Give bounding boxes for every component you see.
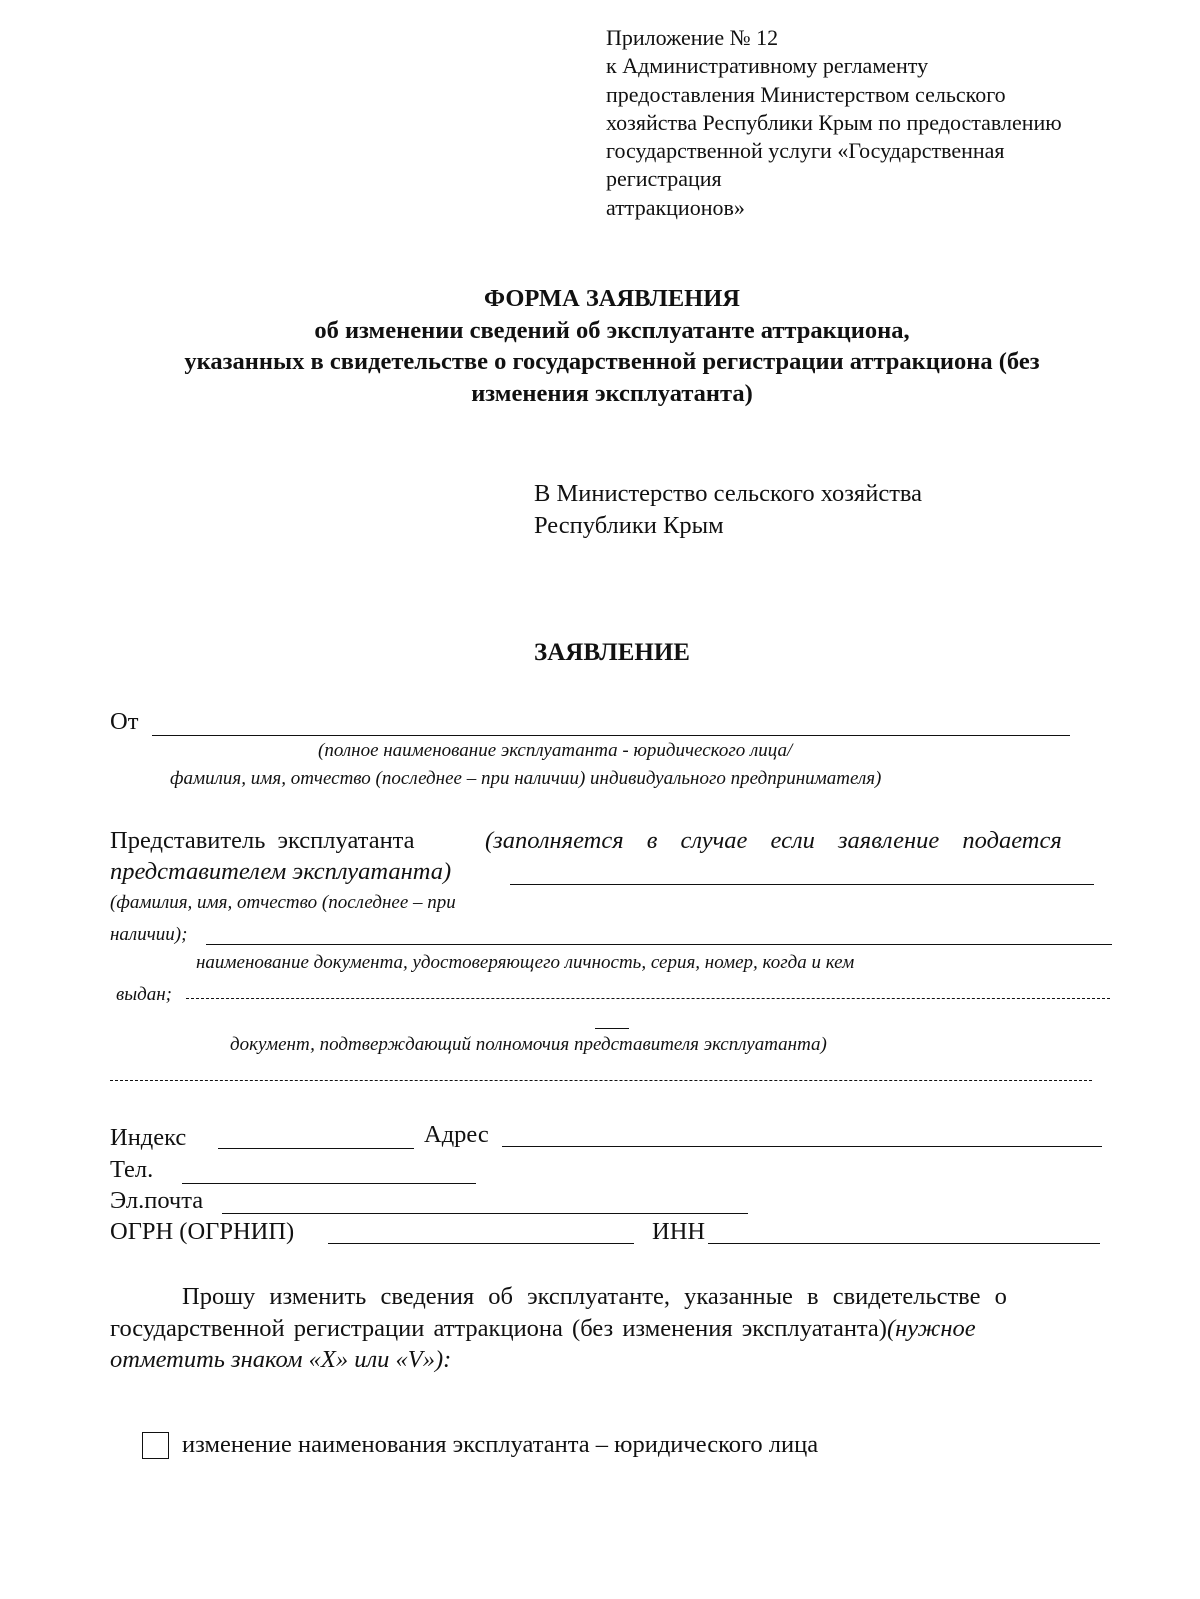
email-field[interactable] (222, 1213, 748, 1214)
address-label: Адрес (424, 1121, 489, 1148)
form-title-line: изменения эксплуатанта) (471, 379, 753, 407)
appendix-line: Приложение № 12 (606, 25, 779, 50)
representative-note: представителем эксплуатанта) (110, 858, 452, 885)
request-text (110, 1315, 976, 1343)
from-hint: (полное наименование эксплуатанта - юридического лица/ (318, 740, 793, 761)
short-rule (595, 1028, 629, 1029)
appendix-line: аттракционов» (606, 194, 745, 220)
index-label: Индекс (110, 1124, 187, 1151)
representative-fio-hint: (фамилия, имя, отчество (последнее – при (110, 892, 456, 913)
addressee-line: В Министерство сельского хозяйства (534, 480, 923, 507)
form-title-line: ФОРМА ЗАЯВЛЕНИЯ (484, 285, 740, 312)
representative-fio-hint: наличии); (110, 924, 188, 945)
addressee-line: Республики Крым (534, 511, 724, 539)
representative-fio-field[interactable] (206, 944, 1112, 945)
representative-label: Представитель эксплуатанта (110, 827, 415, 854)
inn-field[interactable] (708, 1243, 1100, 1244)
statement-heading: ЗАЯВЛЕНИЕ (534, 639, 690, 666)
request-text: Прошу изменить сведения об эксплуатанте, указанные в свидетельстве о (182, 1283, 1007, 1310)
address-field[interactable] (502, 1146, 1102, 1147)
form-title (0, 283, 1200, 409)
from-hint: фамилия, имя, отчество (последнее – при наличии) индивидуального предпринимателя) (170, 768, 882, 789)
appendix-line: государственной услуги «Государственная (606, 138, 1005, 164)
identity-doc-field[interactable] (186, 998, 1110, 999)
addressee-block (534, 478, 922, 541)
representative-field[interactable] (510, 884, 1094, 885)
phone-field[interactable] (182, 1183, 476, 1184)
from-field[interactable] (152, 735, 1070, 736)
appendix-line: регистрация (606, 166, 722, 192)
appendix-line: к Административному регламенту (606, 53, 929, 79)
option-checkbox[interactable] (142, 1432, 169, 1459)
form-title-line: об изменении сведений об эксплуатанте аттракциона, (314, 316, 910, 344)
option-label: изменение наименования эксплуатанта – юридического лица (182, 1431, 819, 1458)
ogrn-field[interactable] (328, 1243, 634, 1244)
request-instruction: отметить знаком «X» или «V»): (110, 1346, 452, 1373)
representative-note: (заполняется в случае если заявление подается (485, 827, 1062, 854)
identity-doc-hint: наименование документа, удостоверяющего личность, серия, номер, когда и кем (196, 952, 855, 973)
request-text-plain: государственной регистрации аттракциона (без изменения эксплуатанта) (110, 1315, 887, 1342)
ogrn-label: ОГРН (ОГРНИП) (110, 1218, 295, 1245)
issued-label: выдан; (116, 984, 172, 1005)
email-label: Эл.почта (110, 1187, 204, 1214)
index-field[interactable] (218, 1148, 414, 1149)
authority-doc-hint: документ, подтверждающий полномочия представителя эксплуатанта) (230, 1034, 827, 1055)
authority-doc-field[interactable] (110, 1080, 1092, 1081)
appendix-line: предоставления Министерством сельского (606, 81, 1006, 107)
appendix-line: хозяйства Республики Крым по предоставлению (606, 109, 1062, 135)
request-text-italic: (нужное (886, 1315, 976, 1342)
from-label: От (110, 708, 139, 735)
appendix-block (606, 24, 1166, 222)
inn-label: ИНН (652, 1218, 706, 1245)
form-title-line: указанных в свидетельстве о государственной регистрации аттракциона (без (184, 348, 1040, 375)
phone-label: Тел. (110, 1156, 154, 1183)
